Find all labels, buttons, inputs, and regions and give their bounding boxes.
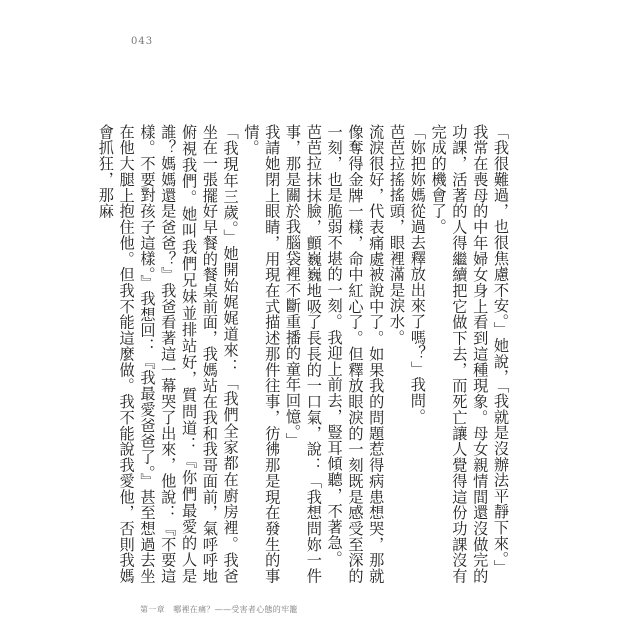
body-text [95,124,511,584]
paragraph: 「妳把妳媽從過去釋放出來了嗎？」我問。 [408,124,427,425]
page-number: 043 [131,36,154,47]
running-footer: 第一章 哪裡在痛？——受害者心態的牢籠 [140,605,298,614]
paragraph: 「我現年三歲。」她開始娓娓道來：「我們全家都在廚房裡。我爸坐在一張擺好早餐的餐桌前面，我媽站在我和我哥面前，氣呼呼地俯視我們。她叫我們兄妹並排站好，質問道：『你們最愛的人是誰？媽媽還是爸爸？』我爸看著這一幕哭了出來，他說：『不要這樣。不要對孩子這樣。』我想回：『我最愛爸爸了。』甚至想過去坐在他大腿上抱住他。但我不能這麼做。我不能說我愛他，否則我媽會抓狂，那麻 [96,124,240,584]
paragraph: 芭芭拉抹抹臉，顫巍巍地吸了長長的一口氣，說：「我想問妳一件事，那是關於我腦袋裡不斷重播的童年回憶。」 [284,124,323,584]
paragraph: 芭芭拉搖搖頭，眼裡滿是淚水。 [388,124,407,346]
paragraph: 「我很難過，也很焦慮不安。」她說，「我就是沒辦法平靜下來。」 [492,124,510,576]
paragraph: 我常在喪母的中年婦女身上看到這種現象。母女親情間還沒做完的功課，活著的人得繼續把它做下去，而死亡讓人覺得這份功課沒有完成的機會了。 [429,124,490,584]
paragraph: 流淚很好，代表痛處被說中了。如果我的問題惹得病患想哭，那就像奪得金牌一樣，命中紅心了。但釋放眼淚的一刻既是感受至深的一刻，也是脆弱不堪的一刻。我迎上前去，豎耳傾聽，不著急。 [325,124,386,584]
paragraph: 我請她閉上眼睛，用現在式描述那件往事，彷彿那是現在發生的事情。 [242,124,282,584]
